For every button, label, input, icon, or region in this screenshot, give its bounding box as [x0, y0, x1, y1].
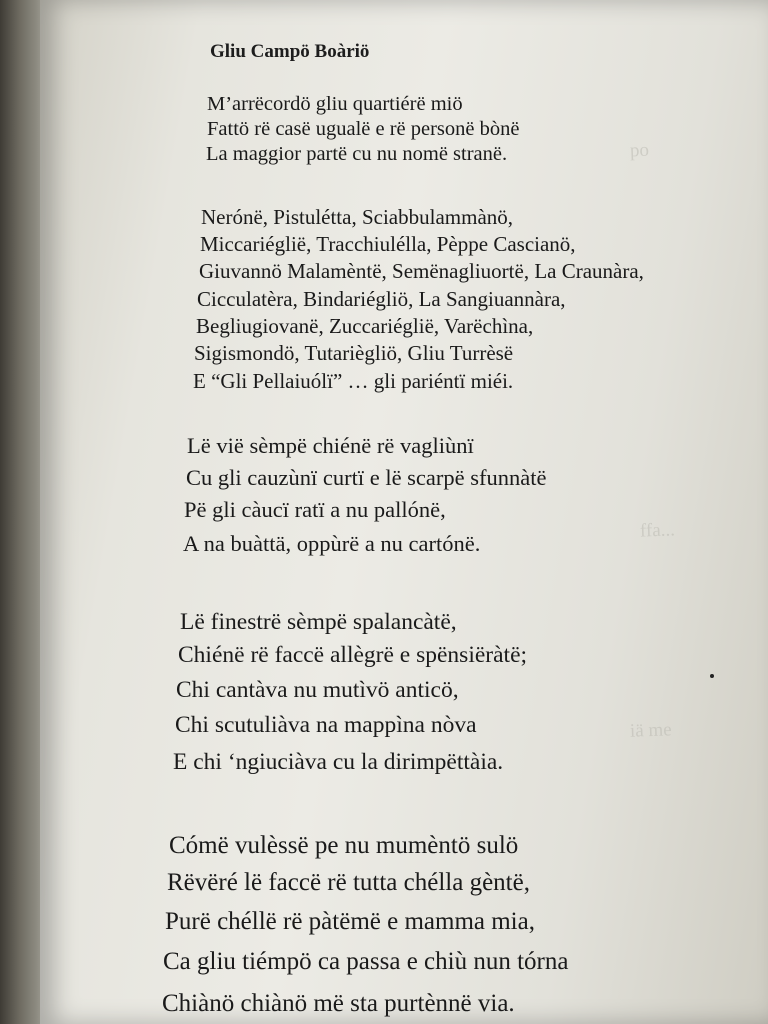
- poem-line: E “Gli Pellaiuólï” … gli pariéntï miéi.: [193, 369, 514, 393]
- poem-line: Pë gli càucï ratï a nu pallónë,: [184, 497, 446, 522]
- poem-line: M’arrëcordö gliu quartiérë miö: [207, 93, 463, 115]
- show-through-text: iä me: [629, 719, 673, 742]
- poem-line: Cicculatèra, Bindariégliö, La Sangiuannàra,: [197, 287, 566, 311]
- poem-line: Cómë vulèssë pe nu mumèntö sulö: [169, 832, 519, 859]
- poem-line: Rëvëré lë faccë rë tutta chélla gèntë,: [167, 869, 530, 896]
- poem-title: Gliu Campö Boàriö: [210, 41, 370, 62]
- poem-line: A na buàttä, oppùrë a nu cartónë.: [183, 531, 481, 556]
- poem-line: Chi cantàva nu mutìvö anticö,: [176, 677, 459, 703]
- show-through-text: po: [629, 139, 650, 162]
- poem-line: Fattö rë casë ugualë e rë personë bònë: [207, 118, 520, 140]
- poem-line: Sigismondö, Tutariègliö, Gliu Turrèsë: [194, 341, 514, 365]
- poem-line: Lë vië sèmpë chiénë rë vagliùnï: [187, 433, 474, 458]
- poem-line: Chi scutuliàva na mappìna nòva: [175, 712, 477, 738]
- poem-line: Giuvannö Malamèntë, Semënagliuortë, La Craunàra,: [199, 259, 644, 283]
- show-through-text: ffa...: [639, 519, 676, 542]
- ink-speck: [710, 674, 714, 678]
- poem-line: La maggior partë cu nu nomë stranë.: [206, 143, 508, 165]
- poem-line: Ca gliu tiémpö ca passa e chiù nun tórna: [163, 948, 569, 975]
- poem-line: Begliugiovanë, Zuccariéglië, Varëchìna,: [196, 314, 534, 338]
- poem-line: Miccariéglië, Tracchiulélla, Pèppe Cascianö,: [200, 232, 576, 256]
- poem-line: Chiénë rë faccë allègrë e spënsiëràtë;: [178, 642, 528, 668]
- poem-line: E chi ‘ngiuciàva cu la dirimpëttàia.: [173, 749, 504, 775]
- poem-line: Nerónë, Pistulétta, Sciabbulammànö,: [201, 205, 514, 229]
- poem-line: Chiànö chiànö më sta purtènnë via.: [162, 990, 515, 1017]
- poem-line: Purë chéllë rë pàtëmë e mamma mia,: [165, 908, 535, 935]
- poem-line: Lë finestrë sèmpë spalancàtë,: [180, 609, 457, 635]
- poem-line: Cu gli cauzùnï curtï e lë scarpë sfunnàtë: [186, 465, 547, 490]
